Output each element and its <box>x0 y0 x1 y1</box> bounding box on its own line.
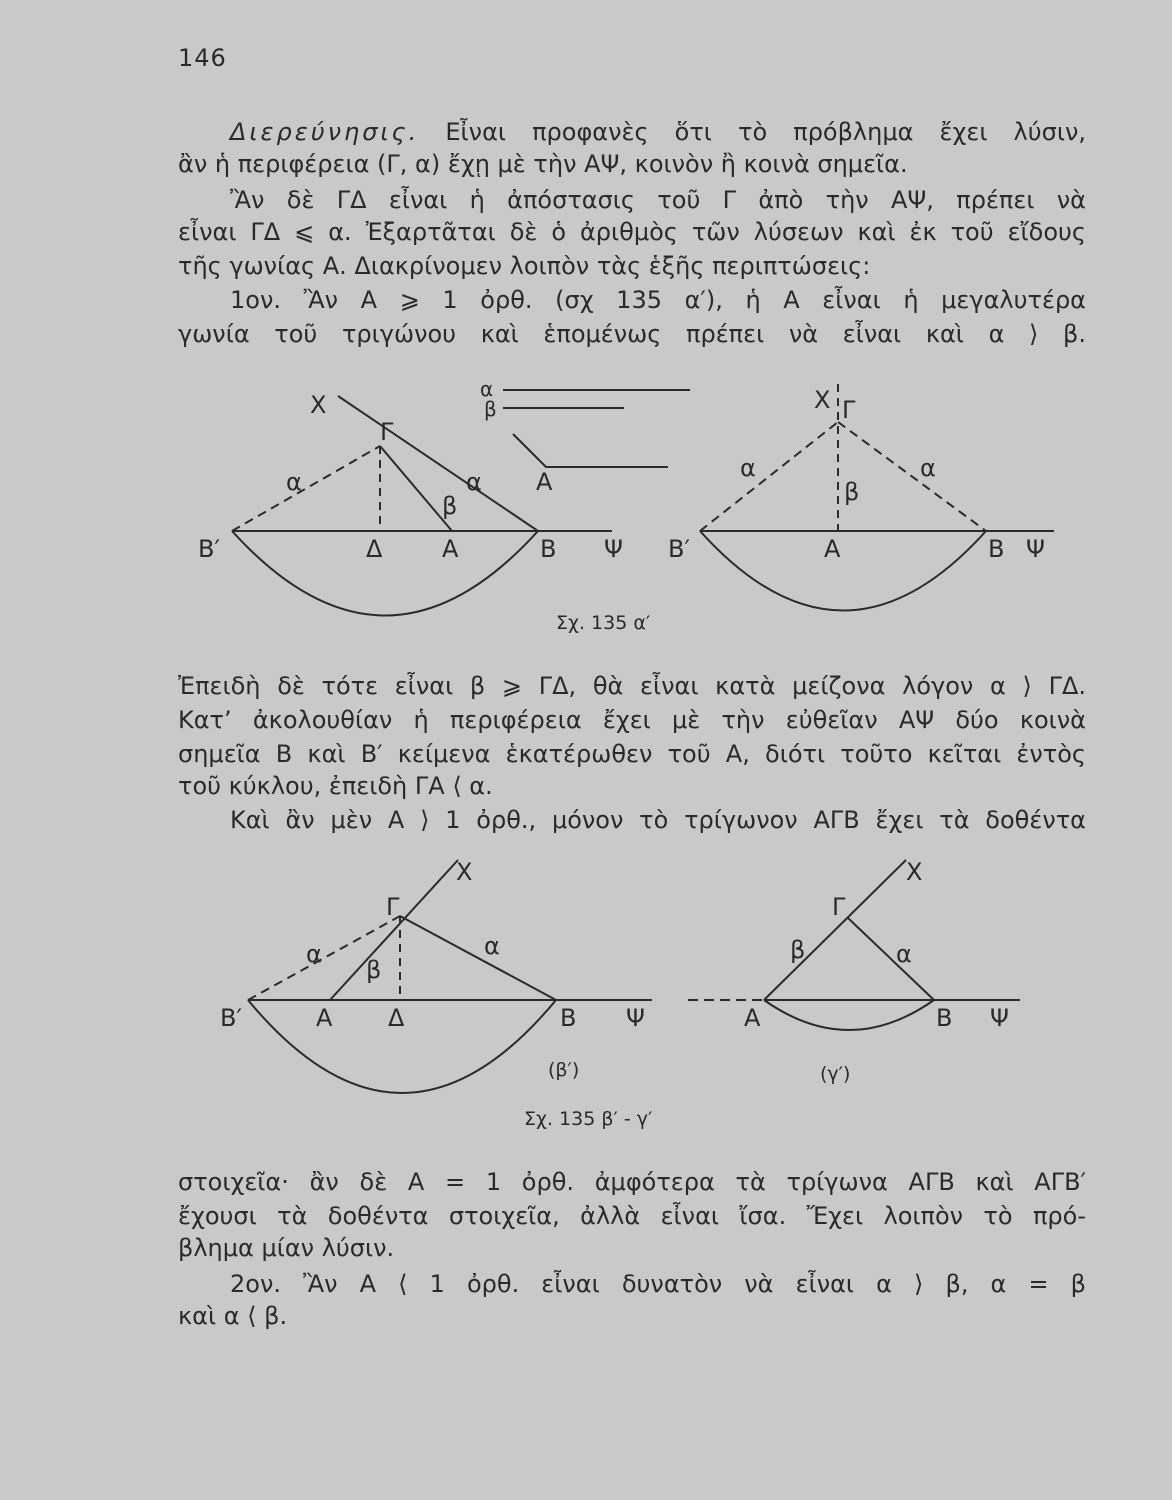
fig2-left-G: Γ <box>386 893 400 921</box>
fig1-given-A-label: A <box>536 468 553 496</box>
fig2-right-B: B <box>936 1004 953 1032</box>
fig1-left-Bp: B′ <box>198 535 220 563</box>
fig1-left-D: Δ <box>366 535 383 563</box>
fig2-sub-b: (β′) <box>548 1059 580 1081</box>
para4-line4: τοῦ κύκλου, ἐπειδὴ ΓΑ ⟨ α. <box>178 772 493 800</box>
fig2-left-Bp: B′ <box>220 1004 242 1032</box>
figure1-caption: Σχ. 135 α′ <box>556 612 651 634</box>
fig2-right-Psi: Ψ <box>990 1004 1009 1032</box>
para2-line2: εἶναι ΓΔ ⩽ α. Ἐξαρτᾶται δὲ ὁ ἀριθμὸς τῶν λύσεων καὶ ἐκ τοῦ εἴδους <box>178 218 1086 246</box>
fig2-left-a2: α <box>484 932 500 960</box>
fig1-given-a-label: α <box>480 377 494 401</box>
fig1-right-B: B <box>988 535 1005 563</box>
fig2-right-G: Γ <box>832 893 846 921</box>
fig2-left-B: B <box>560 1004 577 1032</box>
para6-line2: ἔχουσι τὰ δοθέντα στοιχεῖα, ἀλλὰ εἶναι ἴσα. Ἔχει λοιπὸν τὸ πρό- <box>178 1202 1086 1230</box>
fig2-left-b: β <box>366 956 382 984</box>
fig2-left-line-x <box>330 860 458 1000</box>
fig1-left-A: A <box>442 535 459 563</box>
fig1-left-X: X <box>310 391 327 419</box>
para4-line2: Κατ’ ἀκολουθίαν ἡ περιφέρεια ἔχει μὲ τὴν εὐθεῖαν ΑΨ δύο κοινὰ <box>178 706 1086 734</box>
fig2-right-line-x <box>764 860 906 1000</box>
fig2-left-side-a <box>400 916 556 1000</box>
figure2-caption: Σχ. 135 β′ - γ′ <box>524 1108 653 1130</box>
fig2-right-b: β <box>790 936 806 964</box>
para5-line1: Καὶ ἂν μὲν Α ⟩ 1 ὀρθ., μόνον τὸ τρίγωνον ΑΓΒ ἔχει τὰ δοθέντα <box>230 806 1086 834</box>
para2-line3: τῆς γωνίας Α. Διακρίνομεν λοιπὸν τὰς ἑξῆς περιπτώσεις: <box>178 252 871 280</box>
fig2-right-arc <box>764 1000 934 1030</box>
para6-line1: στοιχεῖα· ἂν δὲ Α = 1 ὀρθ. ἀμφότερα τὰ τρίγωνα ΑΓΒ καὶ ΑΓΒ′ <box>178 1168 1086 1196</box>
fig1-given-b-label: β <box>484 397 497 421</box>
para3-line1: 1ον. Ἂν Α ⩾ 1 ὀρθ. (σχ 135 α′), ἡ Α εἶναι ἡ μεγαλυτέρα <box>230 286 1086 314</box>
fig1-right-G: Γ <box>842 396 856 424</box>
fig2-sub-c: (γ′) <box>820 1063 851 1085</box>
fig1-right-X: X <box>814 386 831 414</box>
fig1-right-a1: α <box>740 454 756 482</box>
fig2-left-A: A <box>316 1004 333 1032</box>
para3-line2: γωνία τοῦ τριγώνου καὶ ἑπομένως πρέπει νὰ εἶναι καὶ α ⟩ β. <box>178 320 1086 348</box>
para1-line1-rest: Εἶναι προφανὲς ὅτι τὸ πρόβλημα ἔχει λύσιν, <box>419 118 1086 146</box>
fig2-right-a: α <box>896 940 912 968</box>
fig2-right-A: A <box>744 1004 761 1032</box>
para2-line1: Ἂν δὲ ΓΔ εἶναι ἡ ἀπόστασις τοῦ Γ ἀπὸ τὴν ΑΨ, πρέπει νὰ <box>230 186 1086 214</box>
fig1-right-b: β <box>844 478 860 506</box>
para7-line1: 2ον. Ἂν Α ⟨ 1 ὀρθ. εἶναι δυνατὸν νὰ εἶναι α ⟩ β, α = β <box>230 1270 1086 1298</box>
fig2-left-D: Δ <box>388 1004 405 1032</box>
fig1-right-A: A <box>824 535 841 563</box>
fig2-right-side-a <box>848 918 934 1000</box>
fig1-left-a2: α <box>466 468 482 496</box>
page-number: 146 <box>178 44 227 72</box>
fig1-left-B: B <box>540 535 557 563</box>
para1-heading: Διερεύνησις. <box>230 118 420 146</box>
para7-line2: καὶ α ⟨ β. <box>178 1302 288 1330</box>
para6-line3: βλημα μίαν λύσιν. <box>178 1234 395 1262</box>
fig2-right-X: X <box>906 858 923 886</box>
fig2-left-a1: α <box>306 940 322 968</box>
fig1-left-G: Γ <box>380 418 394 446</box>
fig2-left-Psi: Ψ <box>626 1004 645 1032</box>
fig1-right-a2: α <box>920 454 936 482</box>
fig1-left-a1: α <box>286 468 302 496</box>
para1-line2: ἂν ἡ περιφέρεια (Γ, α) ἔχῃ μὲ τὴν ΑΨ, κοινὸν ἢ κοινὰ σημεῖα. <box>178 150 908 178</box>
fig2-left-X: X <box>456 858 473 886</box>
fig1-right-Psi: Ψ <box>1026 535 1045 563</box>
para4-line3: σημεῖα Β καὶ Β′ κείμενα ἑκατέρωθεν τοῦ Α, διότι τοῦτο κεῖται ἐντὸς <box>178 740 1086 768</box>
fig1-left-Psi: Ψ <box>604 535 623 563</box>
fig1-right-Bp: B′ <box>668 535 690 563</box>
para4-line1: Ἐπειδὴ δὲ τότε εἶναι β ⩾ ΓΔ, θὰ εἶναι κατὰ μείζονα λόγον α ⟩ ΓΔ. <box>178 672 1086 700</box>
fig1-left-b: β <box>442 492 458 520</box>
